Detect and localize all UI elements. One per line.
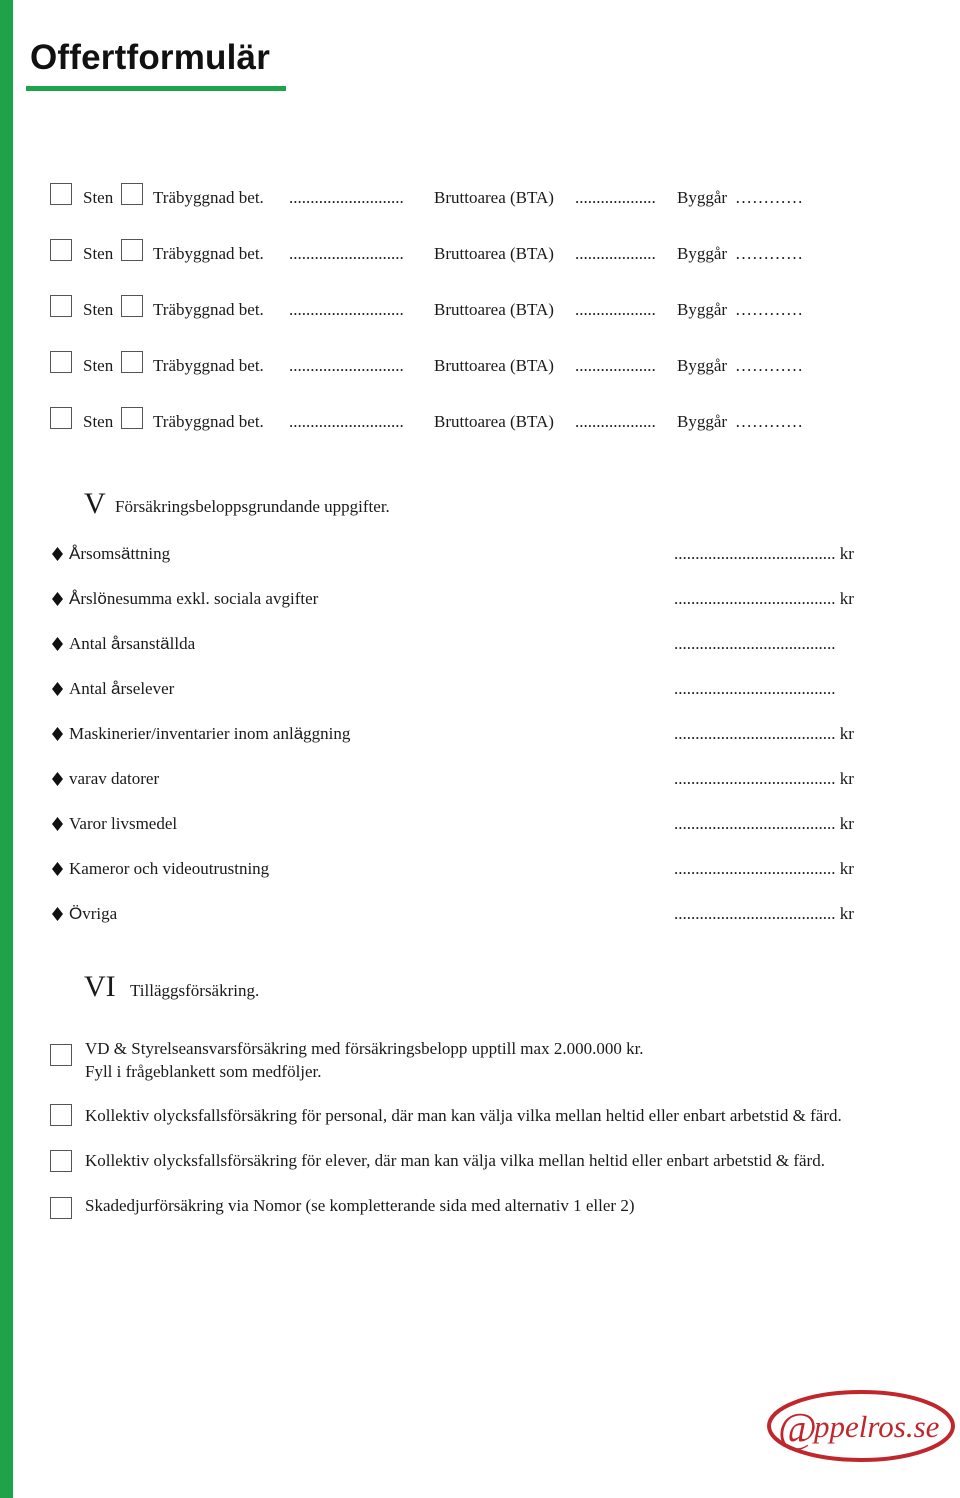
trabyggnad-label: Träbyggnad bet. — [153, 412, 264, 431]
area-label: Bruttoarea (BTA) — [434, 412, 554, 431]
sten-label: Sten — [83, 300, 114, 319]
trabyggnad-label: Träbyggnad bet. — [153, 188, 264, 207]
item-label: Övriga — [69, 904, 118, 923]
trabyggnad-label: Träbyggnad bet. — [153, 244, 264, 263]
year-label: Byggår — [677, 188, 728, 207]
sten-label: Sten — [83, 356, 114, 375]
personal-accident-checkbox[interactable] — [50, 1104, 72, 1126]
item-value-field[interactable]: ...................................... kr — [674, 769, 854, 788]
sten-checkbox[interactable] — [50, 183, 72, 205]
sten-checkbox[interactable] — [50, 239, 72, 261]
option-label: Skadedjurförsäkring via Nomor (se kompletterande sida med alternativ 1 eller 2) — [85, 1196, 635, 1215]
year-label: Byggår — [677, 356, 728, 375]
option-label: Kollektiv olycksfallsförsäkring för personal, där man kan välja vilka mellan heltid eller enbart arbetstid & färd. — [85, 1106, 842, 1125]
option-row — [0, 1102, 960, 1132]
item-label: Årslönesumma exkl. sociala avgifter — [69, 589, 319, 608]
area-field[interactable]: ................... — [575, 356, 656, 375]
item-value-field[interactable]: ...................................... — [674, 634, 836, 653]
logo-text: ppelros.se — [814, 1409, 940, 1444]
diamond-bullet-icon — [52, 772, 63, 786]
sten-label: Sten — [83, 412, 114, 431]
diamond-bullet-icon — [52, 862, 63, 876]
item-value-field[interactable]: ...................................... kr — [674, 544, 854, 563]
option-row — [0, 1038, 960, 1088]
item-value-field[interactable]: ...................................... kr — [674, 589, 854, 608]
trabyggnad-checkbox[interactable] — [121, 239, 143, 261]
student-accident-checkbox[interactable] — [50, 1150, 72, 1172]
sten-checkbox[interactable] — [50, 295, 72, 317]
fill-dots: ........................... — [289, 300, 404, 319]
sten-label: Sten — [83, 188, 114, 207]
option-row — [0, 1147, 960, 1177]
area-field[interactable]: ................... — [575, 412, 656, 431]
item-value-field[interactable]: ...................................... kr — [674, 814, 854, 833]
year-label: Byggår — [677, 244, 728, 263]
sten-checkbox[interactable] — [50, 351, 72, 373]
item-label: Antal årselever — [69, 679, 175, 698]
sten-checkbox[interactable] — [50, 407, 72, 429]
option-label: VD & Styrelseansvarsförsäkring med försäkringsbelopp upptill max 2.000.000 kr. — [85, 1039, 644, 1058]
item-label: Kameror och videoutrustning — [69, 859, 270, 878]
fill-dots: ........................... — [289, 356, 404, 375]
item-value-field[interactable]: ...................................... kr — [674, 904, 854, 923]
section-vi-title: Tilläggsförsäkring. — [130, 981, 260, 1000]
list-item — [0, 903, 960, 929]
section-vi-number: VI — [84, 970, 116, 1003]
option-label: Kollektiv olycksfallsförsäkring för elever, där man kan välja vilka mellan heltid eller enbart arbetstid & färd. — [85, 1151, 825, 1170]
logo-at-sign: @ — [778, 1406, 817, 1452]
list-item — [0, 678, 960, 704]
fill-dots: ........................... — [289, 412, 404, 431]
building-row — [0, 237, 960, 267]
section-v-number: V — [84, 487, 106, 520]
item-value-field[interactable]: ...................................... — [674, 679, 836, 698]
year-label: Byggår — [677, 412, 728, 431]
pest-insurance-checkbox[interactable] — [50, 1197, 72, 1219]
year-field[interactable]: ………… — [735, 244, 803, 263]
item-label: Maskinerier/inventarier inom anläggning — [69, 724, 351, 743]
diamond-bullet-icon — [52, 727, 63, 741]
option-row — [0, 1192, 960, 1222]
item-label: Antal årsanställda — [69, 634, 196, 653]
list-item — [0, 588, 960, 614]
page-title: Offertformulär — [30, 38, 271, 77]
item-value-field[interactable]: ...................................... kr — [674, 724, 854, 743]
diamond-bullet-icon — [52, 907, 63, 921]
area-label: Bruttoarea (BTA) — [434, 188, 554, 207]
list-item — [0, 858, 960, 884]
area-label: Bruttoarea (BTA) — [434, 300, 554, 319]
green-side-bar — [0, 0, 13, 1498]
item-label: varav datorer — [69, 769, 160, 788]
trabyggnad-checkbox[interactable] — [121, 407, 143, 429]
vd-styrelse-checkbox[interactable] — [50, 1044, 72, 1066]
list-item — [0, 813, 960, 839]
area-field[interactable]: ................... — [575, 188, 656, 207]
fill-dots: ........................... — [289, 188, 404, 207]
item-label: Varor livsmedel — [69, 814, 178, 833]
diamond-bullet-icon — [52, 637, 63, 651]
area-field[interactable]: ................... — [575, 244, 656, 263]
trabyggnad-checkbox[interactable] — [121, 183, 143, 205]
year-field[interactable]: ………… — [735, 356, 803, 375]
item-value-field[interactable]: ...................................... kr — [674, 859, 854, 878]
year-field[interactable]: ………… — [735, 412, 803, 431]
trabyggnad-label: Träbyggnad bet. — [153, 300, 264, 319]
title-underline — [26, 86, 286, 91]
building-row — [0, 349, 960, 379]
year-field[interactable]: ………… — [735, 188, 803, 207]
diamond-bullet-icon — [52, 682, 63, 696]
sten-label: Sten — [83, 244, 114, 263]
building-row — [0, 293, 960, 323]
fill-dots: ........................... — [289, 244, 404, 263]
item-label: Årsomsättning — [69, 544, 171, 563]
trabyggnad-label: Träbyggnad bet. — [153, 356, 264, 375]
trabyggnad-checkbox[interactable] — [121, 351, 143, 373]
diamond-bullet-icon — [52, 547, 63, 561]
diamond-bullet-icon — [52, 817, 63, 831]
diamond-bullet-icon — [52, 592, 63, 606]
trabyggnad-checkbox[interactable] — [121, 295, 143, 317]
building-row — [0, 405, 960, 435]
year-field[interactable]: ………… — [735, 300, 803, 319]
list-item — [0, 768, 960, 794]
section-v-title: Försäkringsbeloppsgrundande uppgifter. — [115, 497, 390, 516]
list-item — [0, 543, 960, 569]
list-item — [0, 723, 960, 749]
area-label: Bruttoarea (BTA) — [434, 244, 554, 263]
year-label: Byggår — [677, 300, 728, 319]
area-label: Bruttoarea (BTA) — [434, 356, 554, 375]
list-item — [0, 633, 960, 659]
appelros-logo — [766, 1386, 956, 1466]
area-field[interactable]: ................... — [575, 300, 656, 319]
option-sublabel: Fyll i frågeblankett som medföljer. — [85, 1062, 322, 1081]
building-row — [0, 181, 960, 211]
